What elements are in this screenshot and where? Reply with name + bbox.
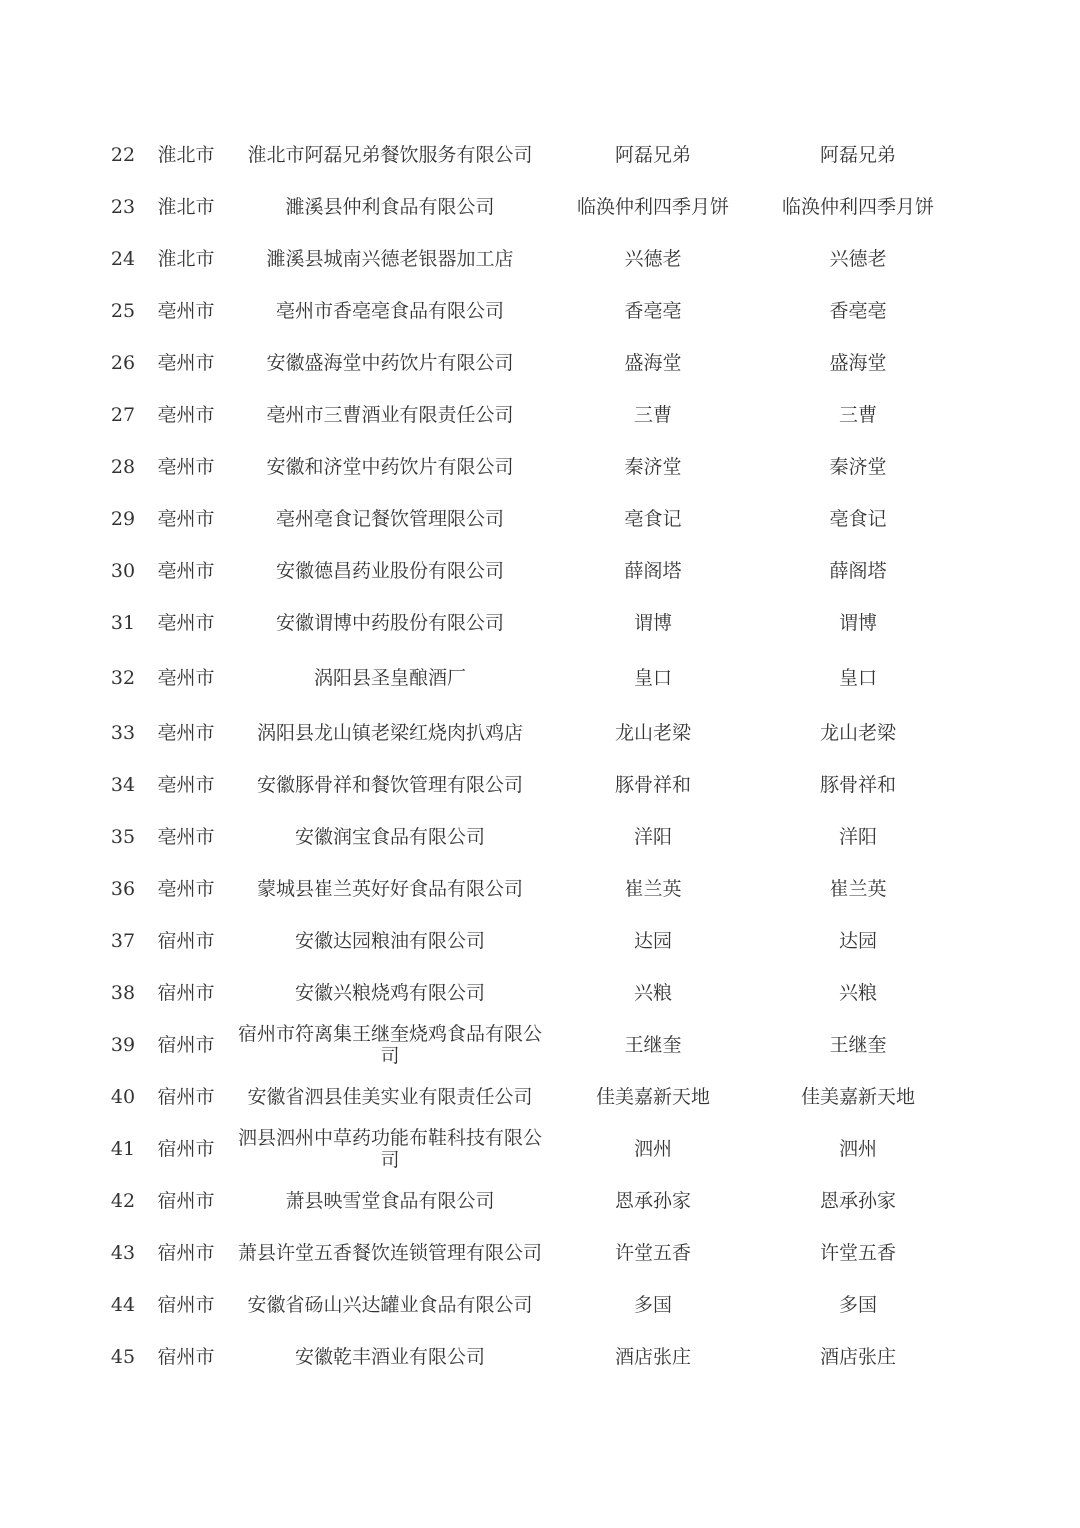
company-name-cell: 安徽谓博中药股份有限公司: [275, 612, 504, 634]
city-cell: 宿州市: [157, 1242, 215, 1264]
company-name-cell: 蒙城县崔兰英好好食品有限公司: [256, 878, 523, 900]
company-name-cell: [224, 1019, 556, 1071]
city-cell: 亳州市: [157, 774, 215, 796]
trademark-cell: 临涣仲利四季月饼: [781, 196, 934, 218]
trademark-cell: 阿磊兄弟: [819, 144, 896, 166]
table-row: [0, 1175, 1080, 1227]
row-number: 29: [110, 508, 136, 530]
trademark-cell: 恩承孙家: [819, 1190, 896, 1212]
city-cell: 宿州市: [157, 1034, 215, 1056]
table-row: [0, 181, 1080, 233]
city-cell: 亳州市: [157, 878, 215, 900]
row-number: 35: [110, 826, 136, 848]
company-name-cell: 安徽省泗县佳美实业有限责任公司: [247, 1086, 533, 1108]
company-name-cell: 安徽盛海堂中药饮片有限公司: [266, 352, 514, 374]
company-name-cell: 涡阳县龙山镇老梁红烧肉扒鸡店: [256, 722, 523, 744]
city-cell: 亳州市: [157, 352, 215, 374]
brand-cell: 香亳亳: [624, 300, 682, 322]
row-number: 36: [110, 878, 136, 900]
trademark-cell: 兴德老: [829, 248, 887, 270]
city-cell: 宿州市: [157, 1086, 215, 1108]
row-number: 39: [110, 1034, 136, 1056]
trademark-cell: 达园: [838, 930, 877, 952]
brand-cell: 兴德老: [624, 248, 682, 270]
table-row: [0, 129, 1080, 181]
table-row: [0, 337, 1080, 389]
trademark-cell: 亳食记: [829, 508, 887, 530]
row-number: 38: [110, 982, 136, 1004]
company-name-cell: 淮北市阿磊兄弟餐饮服务有限公司: [247, 144, 533, 166]
table-row: [0, 1331, 1080, 1383]
trademark-cell: 谓博: [838, 612, 877, 634]
brand-cell: 阿磊兄弟: [614, 144, 691, 166]
trademark-cell: 崔兰英: [829, 878, 887, 900]
trademark-cell: 皇口: [838, 667, 877, 689]
company-name-cell: 安徽豚骨祥和餐饮管理有限公司: [256, 774, 523, 796]
row-number: 23: [110, 196, 136, 218]
trademark-cell: 秦济堂: [829, 456, 887, 478]
trademark-cell: 香亳亳: [829, 300, 887, 322]
table-row: [0, 545, 1080, 597]
trademark-cell: 兴粮: [838, 982, 877, 1004]
company-name-line: 宿州市符离集王继奎烧鸡食品有限公: [237, 1023, 542, 1045]
brand-cell: 王继奎: [624, 1034, 682, 1056]
table-row: [0, 285, 1080, 337]
city-cell: 淮北市: [157, 196, 215, 218]
row-number: 45: [110, 1346, 136, 1368]
table-row: [0, 389, 1080, 441]
brand-cell: 盛海堂: [624, 352, 682, 374]
brand-cell: 兴粮: [633, 982, 672, 1004]
brand-cell: 崔兰英: [624, 878, 682, 900]
row-number: 26: [110, 352, 136, 374]
table-row: [0, 863, 1080, 915]
table-row: [0, 649, 1080, 707]
table-row: [0, 441, 1080, 493]
city-cell: 亳州市: [157, 300, 215, 322]
trademark-cell: 龙山老梁: [819, 722, 896, 744]
trademark-cell: 佳美嘉新天地: [800, 1086, 915, 1108]
trademark-cell: 盛海堂: [829, 352, 887, 374]
city-cell: 亳州市: [157, 560, 215, 582]
row-number: 22: [110, 144, 136, 166]
company-name-cell: 亳州市香亳亳食品有限公司: [275, 300, 504, 322]
trademark-cell: 豚骨祥和: [819, 774, 896, 796]
company-name-cell: 萧县许堂五香餐饮连锁管理有限公司: [237, 1242, 542, 1264]
company-name-cell: 濉溪县城南兴德老银器加工店: [266, 248, 514, 270]
company-name-cell: 安徽乾丰酒业有限公司: [294, 1346, 485, 1368]
city-cell: 亳州市: [157, 826, 215, 848]
brand-cell: 临涣仲利四季月饼: [576, 196, 729, 218]
trademark-cell: 洋阳: [838, 826, 877, 848]
city-cell: 淮北市: [157, 144, 215, 166]
table-row: [0, 493, 1080, 545]
city-cell: 亳州市: [157, 722, 215, 744]
city-cell: 淮北市: [157, 248, 215, 270]
city-cell: 宿州市: [157, 1346, 215, 1368]
city-cell: 亳州市: [157, 456, 215, 478]
brand-cell: 谓博: [633, 612, 672, 634]
row-number: 44: [110, 1294, 136, 1316]
row-number: 25: [110, 300, 136, 322]
row-number: 33: [110, 722, 136, 744]
table-row: [0, 233, 1080, 285]
brand-cell: 三曹: [633, 404, 672, 426]
company-name-cell: [224, 1123, 556, 1175]
brand-cell: 恩承孙家: [614, 1190, 691, 1212]
row-number: 27: [110, 404, 136, 426]
table-row: [0, 1123, 1080, 1175]
company-name-cell: 亳州市三曹酒业有限责任公司: [266, 404, 514, 426]
brand-cell: 秦济堂: [624, 456, 682, 478]
row-number: 30: [110, 560, 136, 582]
city-cell: 亳州市: [157, 508, 215, 530]
trademark-cell: 三曹: [838, 404, 877, 426]
row-number: 28: [110, 456, 136, 478]
table-row: [0, 597, 1080, 649]
brand-cell: 泗州: [633, 1138, 672, 1160]
trademark-cell: 许堂五香: [819, 1242, 896, 1264]
city-cell: 亳州市: [157, 404, 215, 426]
row-number: 40: [110, 1086, 136, 1108]
trademark-cell: 薛阁塔: [829, 560, 887, 582]
brand-cell: 多国: [633, 1294, 672, 1316]
table-row: [0, 759, 1080, 811]
company-name-cell: 安徽德昌药业股份有限公司: [275, 560, 504, 582]
company-name-cell: 安徽达园粮油有限公司: [294, 930, 485, 952]
company-name-cell: 涡阳县圣皇酿酒厂: [313, 667, 466, 689]
table-row: [0, 1071, 1080, 1123]
brand-cell: 豚骨祥和: [614, 774, 691, 796]
company-name-cell: 濉溪县仲利食品有限公司: [285, 196, 495, 218]
table-row: [0, 967, 1080, 1019]
company-name-line: 司: [380, 1045, 400, 1067]
city-cell: 亳州市: [157, 612, 215, 634]
company-name-line: 司: [380, 1149, 400, 1171]
table-row: [0, 1019, 1080, 1071]
company-brand-table: [0, 129, 1080, 1383]
city-cell: 宿州市: [157, 930, 215, 952]
city-cell: 亳州市: [157, 667, 215, 689]
brand-cell: 龙山老梁: [614, 722, 691, 744]
company-name-line: 泗县泗州中草药功能布鞋科技有限公: [237, 1127, 542, 1149]
trademark-cell: 酒店张庄: [819, 1346, 896, 1368]
company-name-cell: 安徽和济堂中药饮片有限公司: [266, 456, 514, 478]
table-row: [0, 1279, 1080, 1331]
company-name-cell: 安徽省砀山兴达罐业食品有限公司: [247, 1294, 533, 1316]
trademark-cell: 王继奎: [829, 1034, 887, 1056]
row-number: 24: [110, 248, 136, 270]
row-number: 37: [110, 930, 136, 952]
city-cell: 宿州市: [157, 982, 215, 1004]
trademark-cell: 泗州: [838, 1138, 877, 1160]
row-number: 34: [110, 774, 136, 796]
city-cell: 宿州市: [157, 1294, 215, 1316]
company-name-cell: 安徽润宝食品有限公司: [294, 826, 485, 848]
row-number: 41: [110, 1138, 136, 1160]
city-cell: 宿州市: [157, 1138, 215, 1160]
trademark-cell: 多国: [838, 1294, 877, 1316]
brand-cell: 薛阁塔: [624, 560, 682, 582]
row-number: 32: [110, 667, 136, 689]
company-name-cell: 萧县映雪堂食品有限公司: [285, 1190, 495, 1212]
table-row: [0, 915, 1080, 967]
city-cell: 宿州市: [157, 1190, 215, 1212]
table-row: [0, 811, 1080, 863]
brand-cell: 佳美嘉新天地: [595, 1086, 710, 1108]
brand-cell: 洋阳: [633, 826, 672, 848]
row-number: 42: [110, 1190, 136, 1212]
brand-cell: 达园: [633, 930, 672, 952]
row-number: 43: [110, 1242, 136, 1264]
brand-cell: 酒店张庄: [614, 1346, 691, 1368]
row-number: 31: [110, 612, 136, 634]
brand-cell: 许堂五香: [614, 1242, 691, 1264]
brand-cell: 亳食记: [624, 508, 682, 530]
table-row: [0, 1227, 1080, 1279]
brand-cell: 皇口: [633, 667, 672, 689]
company-name-cell: 亳州亳食记餐饮管理限公司: [275, 508, 504, 530]
table-row: [0, 707, 1080, 759]
company-name-cell: 安徽兴粮烧鸡有限公司: [294, 982, 485, 1004]
